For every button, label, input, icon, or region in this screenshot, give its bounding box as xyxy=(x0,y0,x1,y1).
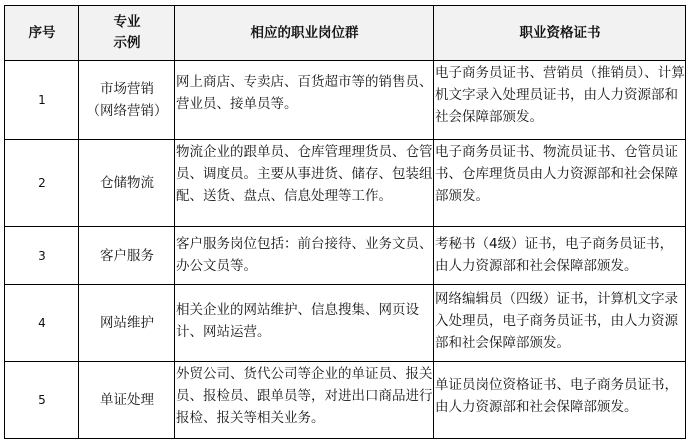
row-major xyxy=(79,362,175,439)
header-index: 序号 xyxy=(5,6,79,61)
table-row xyxy=(5,140,686,227)
row-index: 2 xyxy=(5,140,79,227)
header-positions: 相应的职业岗位群 xyxy=(175,6,434,61)
header-major-line2: 示例 xyxy=(113,35,141,51)
row-positions: 网上商店、专卖店、百货超市等的销售员、营业员、接单员等。 xyxy=(175,61,434,140)
career-certificate-table xyxy=(4,5,686,439)
table-row xyxy=(5,362,686,439)
row-major-line1: 单证处理 xyxy=(100,392,154,408)
row-index: 1 xyxy=(5,61,79,140)
row-certs: 考秘书（4级）证书，电子商务员证书，由人力资源部和社会保障部颁发。 xyxy=(434,227,686,285)
row-certs: 电子商务员证书、营销员（推销员）、计算机文字录入处理员证书，由人力资源部和社会保障部颁发。 xyxy=(434,61,686,140)
row-positions: 外贸公司、货代公司等企业的单证员、报关员、报检员、跟单员等，对进出口商品进行报检、报关等相关业务。 xyxy=(175,362,434,439)
row-major-line1: 仓储物流 xyxy=(100,175,154,191)
row-index: 3 xyxy=(5,227,79,285)
table-row xyxy=(5,285,686,362)
row-certs: 电子商务员证书、物流员证书、仓管员证书、仓库理货员由人力资源部和社会保障部颁发。 xyxy=(434,140,686,227)
row-major xyxy=(79,285,175,362)
row-index: 4 xyxy=(5,285,79,362)
row-major-line1: 市场营销 xyxy=(100,81,154,97)
row-major xyxy=(79,61,175,140)
row-major-line1: 网站维护 xyxy=(100,315,154,331)
row-major-line1: 客户服务 xyxy=(100,247,154,264)
document-wrapper xyxy=(4,5,686,439)
row-certs: 网络编辑员（四级）证书，计算机文字录入处理员，电子商务员证书，由人力资源部和社会保障部颁发。 xyxy=(434,285,686,362)
row-positions: 相关企业的网站维护、信息搜集、网页设计、网站运营。 xyxy=(175,285,434,362)
header-major xyxy=(79,6,175,61)
row-major-line2: （网络营销） xyxy=(86,103,168,119)
row-major xyxy=(79,140,175,227)
row-index: 5 xyxy=(5,362,79,439)
header-major-line1: 专业 xyxy=(113,14,141,30)
row-major xyxy=(79,227,175,285)
row-positions: 客户服务岗位包括：前台接待、业务文员、办公文员等。 xyxy=(175,227,434,285)
table-row xyxy=(5,227,686,285)
header-certs: 职业资格证书 xyxy=(434,6,686,61)
table-row xyxy=(5,61,686,140)
row-positions: 物流企业的跟单员、仓库管理理货员、仓管员、调度员。主要从事进货、储存、包装组配、送货、盘点、信息处理等工作。 xyxy=(175,140,434,227)
row-certs: 单证员岗位资格证书、电子商务员证书，由人力资源部和社会保障部颁发。 xyxy=(434,362,686,439)
header-row xyxy=(5,6,686,61)
